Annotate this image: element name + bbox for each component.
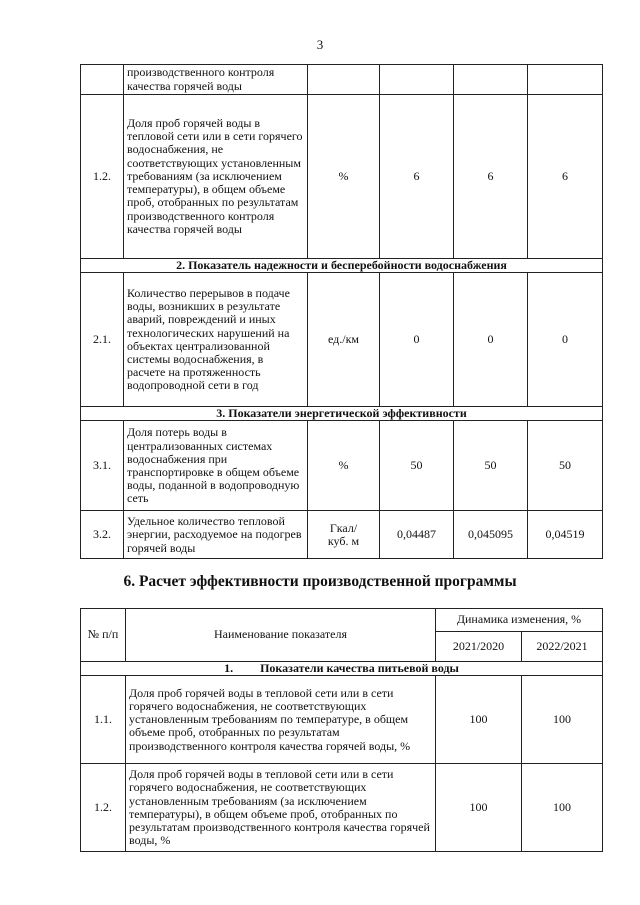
column-header-year: 2022/2021 [522, 632, 603, 662]
unit-cell: % [308, 95, 380, 259]
value-cell: 100 [436, 676, 522, 764]
unit-line: Гкал/ [329, 520, 358, 535]
table-row [81, 676, 603, 764]
indicator-name: Удельное количество тепловой энергии, расходуемое на подогрев горячей воды [124, 511, 308, 559]
indicator-name: Доля потерь воды в централизованных системах водоснабжения при транспортировке в общем объеме воды, поданной в водопроводную сеть [124, 421, 308, 511]
value-cell: 6 [528, 95, 603, 259]
unit-cell [308, 511, 380, 559]
efficiency-table [80, 608, 603, 852]
column-header-number: № п/п [81, 609, 126, 662]
table-row [81, 273, 603, 407]
section-title: 2. Показатель надежности и бесперебойности водоснабжения [81, 259, 603, 273]
value-cell: 0 [528, 273, 603, 407]
table-row [81, 511, 603, 559]
value-cell: 0,04487 [380, 511, 454, 559]
section-row [81, 407, 603, 421]
row-number: 1.1. [81, 676, 126, 764]
unit-cell: % [308, 421, 380, 511]
row-number: 3.2. [81, 511, 124, 559]
section-row [81, 662, 603, 676]
table-row [81, 95, 603, 259]
value-cell: 0 [454, 273, 528, 407]
value-cell: 6 [454, 95, 528, 259]
row-number: 2.1. [81, 273, 124, 407]
value-cell: 50 [528, 421, 603, 511]
section-title: 3. Показатели энергетической эффективности [81, 407, 603, 421]
row-number: 3.1. [81, 421, 124, 511]
indicator-name: Доля проб горячей воды в тепловой сети или в сети горячего водоснабжения, не соответствующих установленным требованиям по температуре, в общем объеме проб, отобранных по результатам производственного контроля качества горячей воды, % [126, 676, 436, 764]
value-cell: 100 [436, 764, 522, 852]
column-header-name: Наименование показателя [126, 609, 436, 662]
page-number: 3 [316, 37, 324, 52]
value-cell: 0,045095 [454, 511, 528, 559]
value-cell: 6 [380, 95, 454, 259]
value-cell: 50 [380, 421, 454, 511]
value-cell: 0 [380, 273, 454, 407]
indicator-name: Доля проб горячей воды в тепловой сети или в сети горячего водоснабжения, не соответствующих установленным требованиям (за исключением температуры), в общем объеме проб, отобранных по результатам производственного контроля качества горячей воды, % [126, 764, 436, 852]
value-cell: 100 [522, 764, 603, 852]
column-header-dynamics: Динамика изменения, % [436, 609, 603, 632]
indicator-name: Количество перерывов в подаче воды, возникших в результате аварий, повреждений и иных технологических нарушений на объектах централизованной системы водоснабжения, в расчете на протяженность водопроводной сети в год [124, 273, 308, 407]
section-title: 1. Показатели качества питьевой воды [81, 662, 603, 676]
value-cell: 50 [454, 421, 528, 511]
indicator-name: производственного контроля качества горячей воды [124, 65, 308, 95]
table-row [81, 421, 603, 511]
header-row [81, 609, 603, 632]
row-number: 1.2. [81, 95, 124, 259]
table-row [81, 764, 603, 852]
value-cell: 100 [522, 676, 603, 764]
unit-line: куб. м [327, 533, 360, 548]
value-cell: 0,04519 [528, 511, 603, 559]
row-number: 1.2. [81, 764, 126, 852]
unit-cell: ед./км [308, 273, 380, 407]
column-header-year: 2021/2020 [436, 632, 522, 662]
table-row [81, 65, 603, 95]
indicator-name: Доля проб горячей воды в тепловой сети или в сети горячего водоснабжения, не соответствующих установленным требованиям (за исключением температуры), в общем объеме проб, отобранных по результатам производственного контроля качества горячей воды [124, 95, 308, 259]
section-heading: 6. Расчет эффективности производственной программы [123, 573, 517, 590]
section-row [81, 259, 603, 273]
indicators-table [80, 64, 603, 559]
